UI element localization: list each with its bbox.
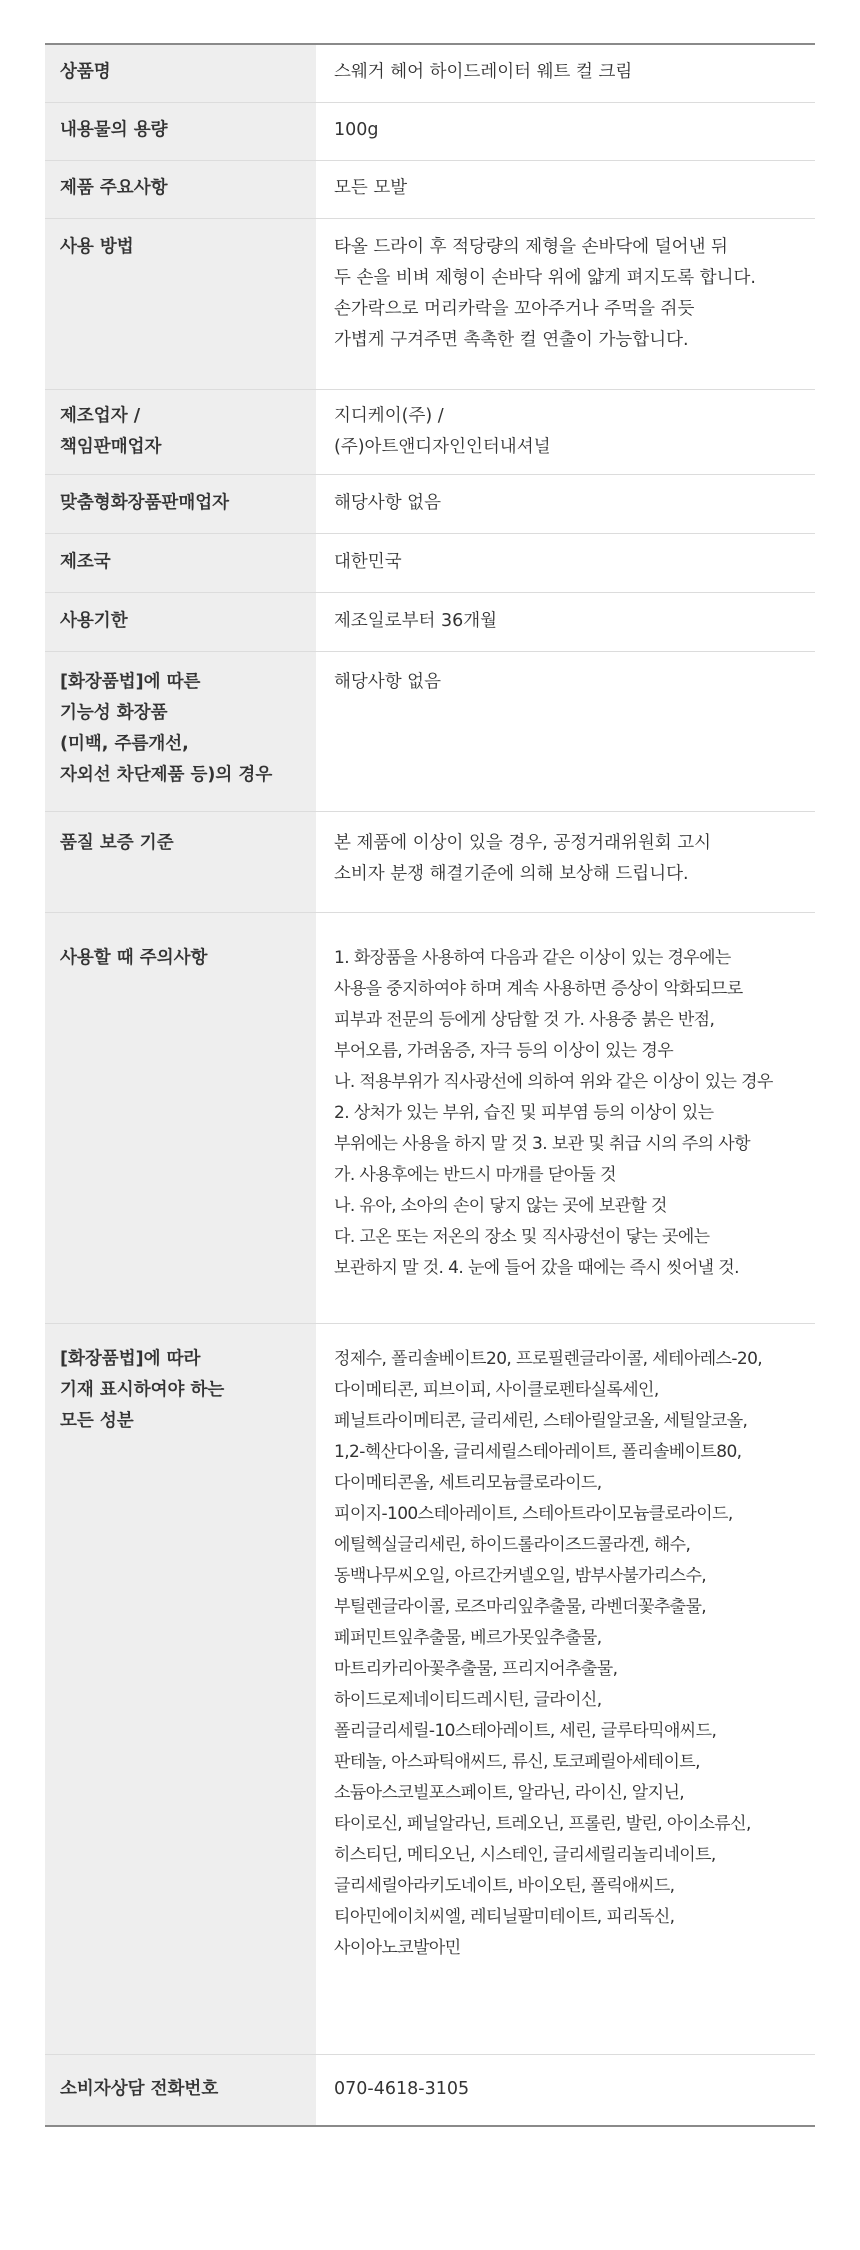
value-line: 해당사항 없음 — [334, 672, 441, 692]
label-line: 모든 성분 — [60, 1411, 134, 1431]
value-line: 손가락으로 머리카락을 꼬아주거나 주먹을 쥐듯 — [334, 299, 695, 319]
value-line: 1. 화장품을 사용하여 다음과 같은 이상이 있는 경우에는 — [334, 948, 731, 968]
label-line: 내용물의 용량 — [60, 120, 168, 140]
value-line: 사이아노코발아민 — [334, 1938, 461, 1958]
value-line: 대한민국 — [334, 552, 402, 572]
row-value — [316, 103, 815, 160]
value-line: 판테놀, 아스파틱애씨드, 류신, 토코페릴아세테이트, — [334, 1752, 700, 1772]
value-line: 가. 사용후에는 반드시 마개를 닫아둘 것 — [334, 1165, 616, 1185]
value-line: 하이드로제네이티드레시틴, 글라이신, — [334, 1690, 602, 1710]
value-line: 부틸렌글라이콜, 로즈마리잎추출물, 라벤더꽃추출물, — [334, 1597, 707, 1617]
row-functional — [45, 652, 815, 812]
row-label — [45, 390, 316, 474]
value-line: 부위에는 사용을 하지 말 것 3. 보관 및 취급 시의 주의 사항 — [334, 1134, 750, 1154]
value-line: 타이로신, 페닐알라닌, 트레오닌, 프롤린, 발린, 아이소류신, — [334, 1814, 751, 1834]
label-line: (미백, 주름개선, — [60, 734, 189, 754]
row-label — [45, 161, 316, 218]
value-line: 다이메티콘올, 세트리모늄클로라이드, — [334, 1473, 602, 1493]
value-line: 가볍게 구겨주면 촉촉한 컬 연출이 가능합니다. — [334, 330, 689, 350]
phone-number: 070-4618-3105 — [334, 2079, 470, 2099]
row-label — [45, 2055, 316, 2125]
value-line: 피부과 전문의 등에게 상담할 것 가. 사용중 붉은 반점, — [334, 1010, 715, 1030]
value-line: (주)아트앤디자인인터내셔널 — [334, 437, 551, 457]
product-info-table — [45, 43, 815, 2127]
value-line: 타올 드라이 후 적당량의 제형을 손바닥에 덜어낸 뒤 — [334, 237, 728, 257]
value-line: 페닐트라이메티콘, 글리세린, 스테아릴알코올, 세틸알코올, — [334, 1411, 748, 1431]
label-line: 소비자상담 전화번호 — [60, 2079, 219, 2099]
value-line: 나. 유아, 소아의 손이 닿지 않는 곳에 보관할 것 — [334, 1196, 667, 1216]
row-volume — [45, 103, 815, 161]
row-value — [316, 2055, 815, 2125]
row-value — [316, 913, 815, 1323]
value-line: 동백나무씨오일, 아르간커넬오일, 밤부사불가리스수, — [334, 1566, 707, 1586]
label-line: 기재 표시하여야 하는 — [60, 1380, 225, 1400]
value-line: 소듐아스코빌포스페이트, 알라닌, 라이신, 알지닌, — [334, 1783, 685, 1803]
value-line: 정제수, 폴리솔베이트20, 프로필렌글라이콜, 세테아레스-20, — [334, 1349, 763, 1369]
row-label — [45, 103, 316, 160]
row-label — [45, 1324, 316, 2054]
row-expiry — [45, 593, 815, 652]
value-line: 스웨거 헤어 하이드레이터 웨트 컬 크림 — [334, 62, 633, 82]
label-line: [화장품법]에 따라 — [60, 1349, 201, 1369]
value-line: 마트리카리아꽃추출물, 프리지어추출물, — [334, 1659, 618, 1679]
row-value — [316, 475, 815, 533]
value-line: 에틸헥실글리세린, 하이드롤라이즈드콜라겐, 해수, — [334, 1535, 691, 1555]
value-line: 글리세릴아라키도네이트, 바이오틴, 폴릭애씨드, — [334, 1876, 675, 1896]
value-line: 히스티딘, 메티오닌, 시스테인, 글리세릴리놀리네이트, — [334, 1845, 716, 1865]
value-line: 다이메티콘, 피브이피, 사이클로펜타실록세인, — [334, 1380, 659, 1400]
row-value — [316, 812, 815, 912]
label-line: 품질 보증 기준 — [60, 833, 174, 853]
value-line: 폴리글리세릴-10스테아레이트, 세린, 글루타믹애씨드, — [334, 1721, 717, 1741]
row-value — [316, 45, 815, 102]
value-line: 소비자 분쟁 해결기준에 의해 보상해 드립니다. — [334, 864, 689, 884]
label-line: 제조국 — [60, 552, 111, 572]
value-line: 해당사항 없음 — [334, 493, 441, 513]
value-line: 부어오름, 가려움증, 자극 등의 이상이 있는 경우 — [334, 1041, 674, 1061]
row-value — [316, 219, 815, 389]
value-line: 티아민에이치씨엘, 레티닐팔미테이트, 피리독신, — [334, 1907, 675, 1927]
row-value — [316, 1324, 815, 2054]
row-label — [45, 652, 316, 811]
label-line: [화장품법]에 따른 — [60, 672, 201, 692]
row-key-features — [45, 161, 815, 219]
value-line: 100g — [334, 120, 379, 140]
label-line: 사용기한 — [60, 611, 128, 631]
label-line: 제조업자 / — [60, 406, 141, 426]
value-line: 페퍼민트잎추출물, 베르가못잎추출물, — [334, 1628, 602, 1648]
label-line: 기능성 화장품 — [60, 703, 168, 723]
row-country — [45, 534, 815, 593]
row-label — [45, 812, 316, 912]
value-line: 두 손을 비벼 제형이 손바닥 위에 얇게 펴지도록 합니다. — [334, 268, 756, 288]
value-line: 본 제품에 이상이 있을 경우, 공정거래위원회 고시 — [334, 833, 712, 853]
row-value — [316, 593, 815, 651]
row-value — [316, 390, 815, 474]
row-quality — [45, 812, 815, 913]
value-line: 다. 고온 또는 저온의 장소 및 직사광선이 닿는 곳에는 — [334, 1227, 710, 1247]
row-label — [45, 593, 316, 651]
row-label — [45, 913, 316, 1323]
row-ingredients — [45, 1324, 815, 2055]
label-line: 사용할 때 주의사항 — [60, 948, 208, 968]
value-line: 제조일로부터 36개월 — [334, 611, 498, 631]
value-line: 보관하지 말 것. 4. 눈에 들어 갔을 때에는 즉시 씻어낼 것. — [334, 1258, 739, 1278]
row-label — [45, 219, 316, 389]
row-manufacturer — [45, 390, 815, 475]
value-line: 사용을 중지하여야 하며 계속 사용하면 증상이 악화되므로 — [334, 979, 743, 999]
value-line: 2. 상처가 있는 부위, 습진 및 피부염 등의 이상이 있는 — [334, 1103, 714, 1123]
value-line: 피이지-100스테아레이트, 스테아트라이모늄클로라이드, — [334, 1504, 733, 1524]
label-line: 자외선 차단제품 등)의 경우 — [60, 765, 273, 785]
label-line: 사용 방법 — [60, 237, 134, 257]
label-line: 제품 주요사항 — [60, 178, 168, 198]
value-line: 나. 적용부위가 직사광선에 의하여 위와 같은 이상이 있는 경우 — [334, 1072, 773, 1092]
row-customer-phone — [45, 2055, 815, 2125]
row-label — [45, 45, 316, 102]
row-custom-seller — [45, 475, 815, 534]
label-line: 맞춤형화장품판매업자 — [60, 493, 230, 513]
row-label — [45, 534, 316, 592]
row-label — [45, 475, 316, 533]
value-line: 모든 모발 — [334, 178, 408, 198]
row-directions — [45, 219, 815, 390]
label-line: 책임판매업자 — [60, 437, 162, 457]
value-line: 지디케이(주) / — [334, 406, 444, 426]
row-value — [316, 161, 815, 218]
label-line: 상품명 — [60, 62, 111, 82]
row-cautions — [45, 913, 815, 1324]
row-product-name — [45, 45, 815, 103]
row-value — [316, 652, 815, 811]
value-line: 1,2-헥산다이올, 글리세릴스테아레이트, 폴리솔베이트80, — [334, 1442, 742, 1462]
row-value — [316, 534, 815, 592]
